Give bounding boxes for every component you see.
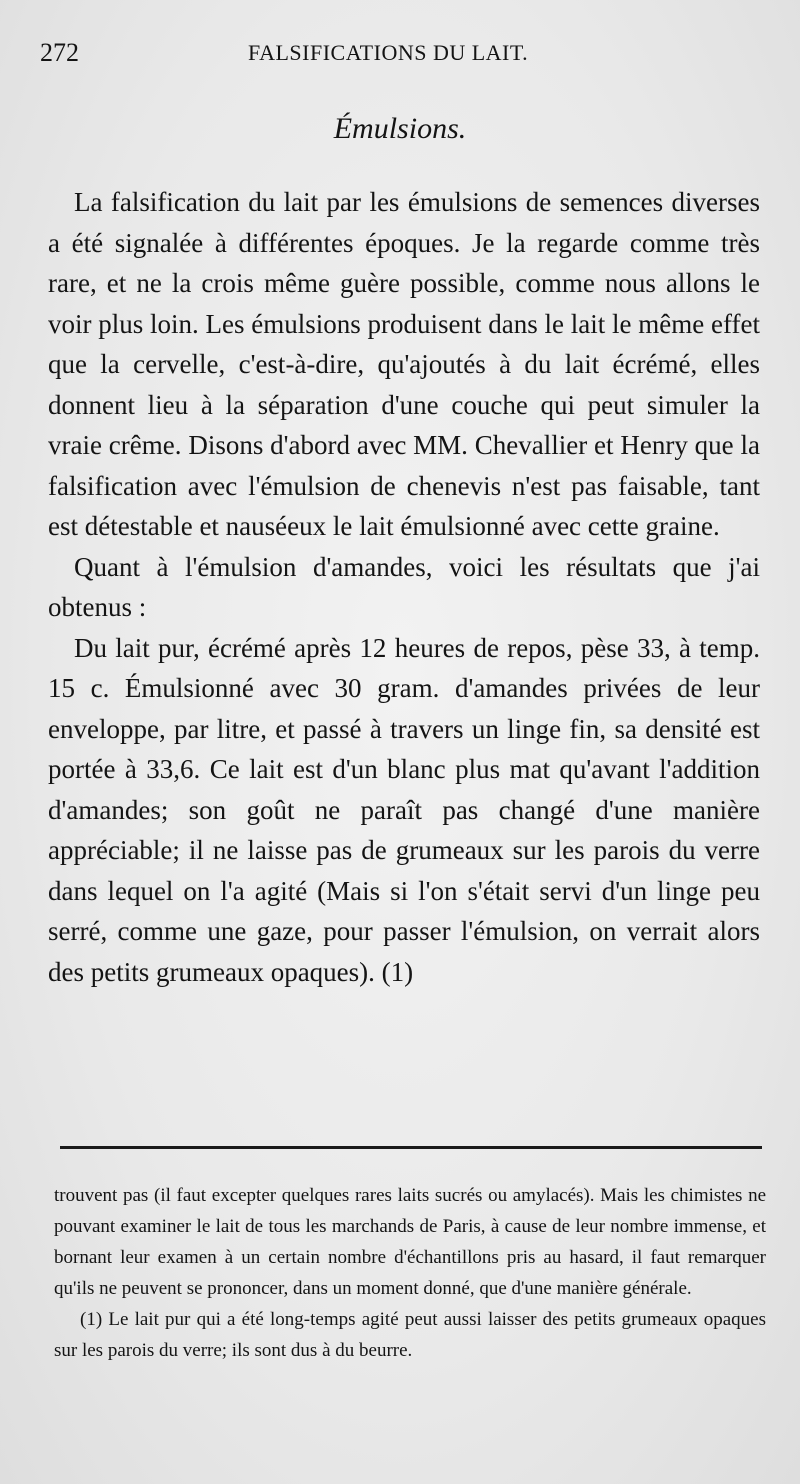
paragraph: Du lait pur, écrémé après 12 heures de repos, pèse 33, à temp. 15 c. Émulsionné avec 30 gram. d'amandes privées de leur enveloppe, par litre, et passé à travers un linge fin, sa densité est portée à 33,6. Ce lait est d'un blanc plus mat qu'avant l'addition d'amandes; son goût ne paraît pas changé d'une manière appréciable; il ne laisse pas de grumeaux sur les parois du verre dans lequel on l'a agité (Mais si l'on s'était servi d'un linge peu serré, comme une gaze, pour passer l'émulsion, on verrait alors des petits grumeaux opaques). (1) — [48, 632, 760, 987]
footnote-rule — [60, 1146, 762, 1149]
running-title: FALSIFICATIONS DU LAIT. — [248, 40, 529, 65]
footnotes — [54, 1180, 766, 1366]
running-head — [40, 38, 770, 78]
footnote-1: (1) Le lait pur qui a été long-temps agité peut aussi laisser des petits grumeaux opaques sur les parois du verre; ils sont dus à du beurre. — [54, 1309, 766, 1361]
section-title: Émulsions. — [333, 112, 467, 145]
paragraph: La falsification du lait par les émulsions de semences diverses a été signalée à différentes époques. Je la regarde comme très rare, et ne la crois même guère possible, comme nous allons le voir plus loin. Les émulsions produisent dans le lait le même effet que la cervelle, c'est-à-dire, qu'ajoutés à du lait écrémé, elles donnent lieu à la séparation d'une couche qui peut simuler la vraie crême. Disons d'abord avec MM. Chevallier et Henry que la falsification avec l'émulsion de chenevis n'est pas faisable, tant est détestable et nauséeux le lait émulsionné avec cette graine. — [48, 187, 760, 541]
paragraph: Quant à l'émulsion d'amandes, voici les résultats que j'ai obtenus : — [48, 551, 760, 622]
page-number: 272 — [40, 38, 79, 67]
footnote-continuation: trouvent pas (il faut excepter quelques rares laits sucrés ou amylacés). Mais les chimistes ne pouvant examiner le lait de tous les marchands de Paris, à cause de leur nombre immense, et bornant leur examen à un certain nombre d'échantillons pris au hasard, il faut remarquer qu'ils ne peuvent se prononcer, dans un moment donné, que d'une manière générale. — [54, 1185, 766, 1299]
body-text — [48, 182, 760, 992]
